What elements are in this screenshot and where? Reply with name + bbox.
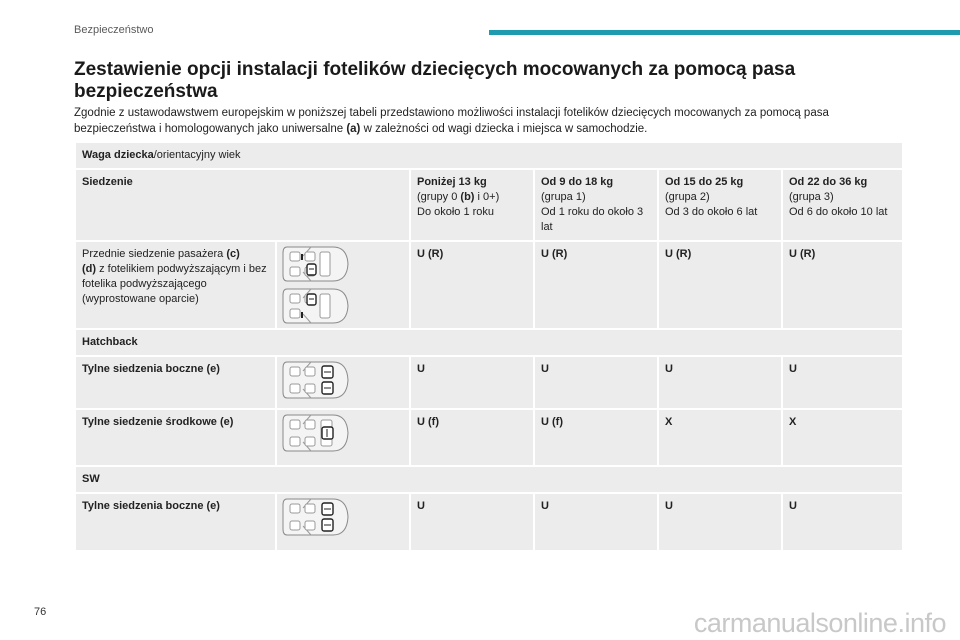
- group-header: [534, 169, 658, 241]
- cell-value: X: [782, 409, 903, 466]
- weight-suffix: /orientacyjny wiek: [153, 149, 241, 161]
- table-row: [75, 241, 903, 329]
- group-age: Od 3 do około 6 lat: [665, 206, 758, 218]
- accent-bar: [489, 30, 960, 35]
- intro-note-a: (a): [346, 123, 361, 135]
- cell-value: U (f): [410, 409, 534, 466]
- cell-value: U: [782, 493, 903, 551]
- seat-label: [75, 241, 276, 329]
- car-front-seat-forward-icon: [281, 244, 351, 284]
- intro-text: Zgodnie z ustawodawstwem europejskim w poniższej tabeli przedstawiono możliwości instalacji fotelików dziecięcych mocowanych za pomocą pasa bezpieczeństwa i homologowanych jako uniwersalne: [74, 107, 829, 135]
- seat-label: Tylne siedzenie środkowe (e): [75, 409, 276, 466]
- table-row: [75, 493, 903, 551]
- weight-label: Waga dziecka: [82, 149, 154, 161]
- car-front-seat-rear-facing-icon: [281, 286, 351, 326]
- section-label: Bezpieczeństwo: [74, 24, 154, 36]
- cell-value: U: [534, 493, 658, 551]
- group-header: [658, 169, 782, 241]
- group-title: Od 15 do 25 kg: [665, 176, 744, 188]
- seat-diagram-cell: [276, 409, 410, 466]
- group-age: Od 1 roku do około 3 lat: [541, 206, 644, 233]
- seat-label-text: Przednie siedzenie pasażera: [82, 248, 227, 260]
- cell-value: U: [658, 356, 782, 409]
- seat-diagram-cell: [276, 241, 410, 329]
- seat-diagram-cell: [276, 493, 410, 551]
- seat-header: Siedzenie: [75, 169, 410, 241]
- car-rear-middle-seat-icon: [281, 412, 351, 454]
- group-subtitle-end: i 0+): [474, 191, 500, 203]
- table-row: [75, 409, 903, 466]
- section-row: [75, 329, 903, 356]
- group-note-b: (b): [460, 191, 475, 203]
- cell-value: U: [410, 356, 534, 409]
- cell-value: U: [410, 493, 534, 551]
- car-sw-rear-side-seats-icon: [281, 496, 351, 538]
- intro-text-end: w zależności od wagi dziecka i miejsca w samochodzie.: [360, 123, 648, 135]
- seat-label: Tylne siedzenia boczne (e): [75, 356, 276, 409]
- section-row: [75, 466, 903, 493]
- seat-diagram-cell: [276, 356, 410, 409]
- seat-label: Tylne siedzenia boczne (e): [75, 493, 276, 551]
- cell-value: X: [658, 409, 782, 466]
- group-title: Od 22 do 36 kg: [789, 176, 868, 188]
- watermark: carmanualsonline.info: [693, 608, 946, 638]
- cell-value: U: [658, 493, 782, 551]
- cell-value: U (f): [534, 409, 658, 466]
- group-subtitle-text: (grupy 0: [417, 191, 461, 203]
- group-header: [782, 169, 903, 241]
- group-title: Od 9 do 18 kg: [541, 176, 614, 188]
- page-title: Zestawienie opcji instalacji fotelików dziecięcych mocowanych za pomocą pasa bezpieczeństwa: [74, 59, 796, 102]
- page-number: 76: [34, 606, 47, 618]
- note-c: (c): [226, 248, 240, 260]
- child-seat-table: [74, 141, 904, 552]
- cell-value: U (R): [534, 241, 658, 329]
- group-subtitle: (grupa 3): [789, 191, 834, 203]
- cell-value: U (R): [782, 241, 903, 329]
- section-hatchback: Hatchback: [75, 329, 903, 356]
- group-subtitle: [417, 190, 527, 205]
- cell-value: U: [782, 356, 903, 409]
- cell-value: U (R): [658, 241, 782, 329]
- cell-value: U: [534, 356, 658, 409]
- group-title: Poniżej 13 kg: [417, 176, 487, 188]
- group-subtitle: (grupa 2): [665, 191, 710, 203]
- group-subtitle: (grupa 1): [541, 191, 586, 203]
- group-age: Do około 1 roku: [417, 206, 495, 218]
- weight-cell: [75, 142, 903, 169]
- cell-value: U (R): [410, 241, 534, 329]
- seat-label-text: z fotelikiem podwyższającym i bez fotelika podwyższającego (wyprostowane oparcie): [82, 263, 267, 305]
- intro-paragraph: [74, 105, 894, 137]
- group-header: [410, 169, 534, 241]
- note-d: (d): [82, 263, 97, 275]
- header-row: [75, 169, 903, 241]
- weight-row: [75, 142, 903, 169]
- table-row: [75, 356, 903, 409]
- section-sw: SW: [75, 466, 903, 493]
- group-age: Od 6 do około 10 lat: [789, 206, 888, 218]
- car-rear-side-seats-icon: [281, 359, 351, 401]
